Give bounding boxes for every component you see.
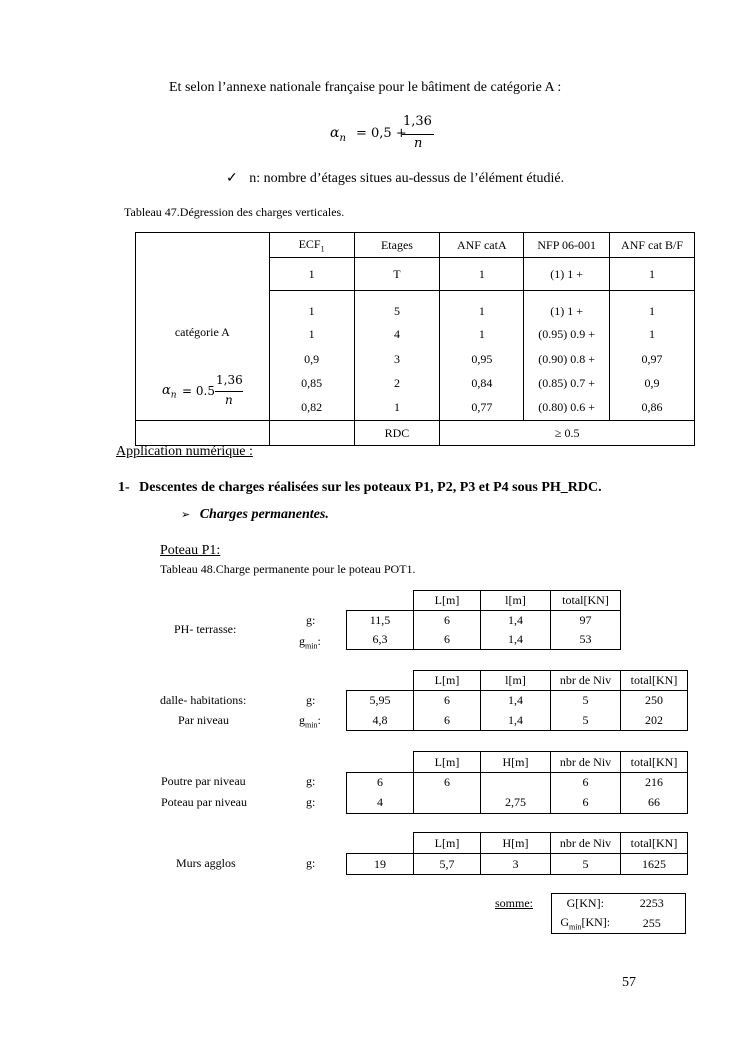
g-total-value: 2253: [619, 894, 686, 914]
table-cell: 0,85: [269, 372, 354, 396]
table-cell: (0.85) 0.7 +: [524, 372, 610, 396]
th-anf-cata: ANF catA: [440, 233, 524, 258]
th-nbr-niv: nbr de Niv: [551, 833, 621, 854]
alpha-symbol: $\alpha_n$: [330, 125, 346, 144]
block2-table: [346, 670, 688, 731]
table-cell: 2,75: [481, 793, 551, 814]
g-total-label: G[KN]:: [552, 894, 619, 914]
table-cell: 5,95: [347, 691, 414, 711]
table-cell: 0,77: [440, 396, 524, 421]
table-cell: 6: [551, 773, 621, 793]
block1-table: [346, 590, 621, 650]
table-cell: 1: [610, 323, 695, 347]
block4-table: [346, 832, 688, 875]
table-cell: 0,82: [269, 396, 354, 421]
category-label: catégorie A: [174, 325, 230, 339]
cat-eq: = 0.5: [182, 384, 215, 398]
gmin-total-value: 255: [619, 914, 686, 934]
table-cell: 1: [269, 258, 354, 291]
table-cell: 5: [551, 854, 621, 875]
th-h: H[m]: [481, 833, 551, 854]
th-nbr-niv: nbr de Niv: [551, 752, 621, 773]
app-num-heading: Application numérique :: [116, 444, 253, 459]
th-l: L[m]: [414, 752, 481, 773]
table-cell: 0,84: [440, 372, 524, 396]
table-cell: 5: [354, 291, 440, 323]
table-cell: 4,8: [347, 711, 414, 731]
table-cell: 0,97: [610, 347, 695, 372]
alpha-num: 1,36: [403, 114, 432, 129]
table-cell: 6: [347, 773, 414, 793]
th-ecf: $ECF_1$: [269, 233, 354, 258]
table-cell: 5: [551, 711, 621, 731]
somme-label: somme:: [495, 896, 533, 910]
alpha-eq: = 0,5 +: [356, 126, 407, 141]
th-l: L[m]: [414, 591, 481, 611]
block3-g2: g:: [306, 795, 316, 809]
table-cell: 1,4: [481, 711, 551, 731]
empty-cell: [347, 833, 414, 854]
section1-number: 1-: [118, 480, 130, 495]
table-cell: 19: [347, 854, 414, 875]
table-cell: 6,3: [347, 630, 414, 650]
th-l: L[m]: [414, 833, 481, 854]
table-cell: 66: [621, 793, 688, 814]
cat-fraction-bar: [215, 391, 243, 392]
table-cell: 216: [621, 773, 688, 793]
th-anf-catbf: ANF cat B/F: [610, 233, 695, 258]
block1-label: PH- terrasse:: [174, 622, 237, 636]
table-cell: 1,4: [481, 691, 551, 711]
table-cell: 1: [440, 323, 524, 347]
table-cell: 0,9: [269, 347, 354, 372]
th-h: H[m]: [481, 752, 551, 773]
th-total: total[KN]: [621, 752, 688, 773]
check-icon: ✓: [226, 171, 238, 186]
subsection-heading: [181, 507, 329, 523]
table-cell: 1,4: [481, 630, 551, 650]
table-cell: 6: [414, 773, 481, 793]
section1-heading: [118, 480, 602, 496]
block3-g1: g:: [306, 774, 316, 788]
table-cell: 1: [440, 258, 524, 291]
intro-text: Et selon l’annexe nationale française pour le bâtiment de catégorie A :: [169, 80, 562, 95]
table-cell: 0,86: [610, 396, 695, 421]
table47-caption: Tableau 47.Dégression des charges verticales.: [124, 205, 345, 219]
th-total: total[KN]: [621, 833, 688, 854]
table-cell: 250: [621, 691, 688, 711]
section1-title: Descentes de charges réalisées sur les poteaux P1, P2, P3 et P4 sous PH_RDC.: [139, 480, 602, 495]
somme-table: [551, 893, 686, 934]
table-cell: [269, 421, 354, 446]
table-cell: 6: [414, 630, 481, 650]
empty-cell: [347, 752, 414, 773]
table-cell: 0,95: [440, 347, 524, 372]
bullet-text: n: nombre d’étages situes au-dessus de l’élément étudié.: [249, 171, 565, 186]
arrow-icon: ➢: [181, 509, 191, 521]
table-cell: 5: [551, 691, 621, 711]
table-cell: 3: [481, 854, 551, 875]
table-cell: (1) 1 +: [524, 258, 610, 291]
page-number: 57: [622, 975, 636, 990]
table48-caption: Tableau 48.Charge permanente pour le poteau POT1.: [160, 562, 416, 576]
table-cell: 6: [414, 691, 481, 711]
table-cell: (0.90) 0.8 +: [524, 347, 610, 372]
table-cell: 1625: [621, 854, 688, 875]
table-cell: 97: [551, 611, 621, 630]
table-cell: 0,9: [610, 372, 695, 396]
table-cell: [414, 793, 481, 814]
table-cell-merged: ≥ 0.5: [440, 421, 695, 446]
table-cell: 3: [354, 347, 440, 372]
th-l: L[m]: [414, 671, 481, 691]
block3-label1: Poutre par niveau: [161, 774, 246, 788]
table-cell: [136, 421, 270, 446]
table-cell: 6: [414, 611, 481, 630]
table-cell: 6: [551, 793, 621, 814]
th-l-small: l[m]: [481, 671, 551, 691]
table-cell: 1: [610, 258, 695, 291]
fraction-bar: [402, 134, 434, 135]
table-cell: (1) 1 +: [524, 291, 610, 323]
alpha-den: n: [414, 136, 423, 151]
table-cell: (0.80) 0.6 +: [524, 396, 610, 421]
table-cell: 4: [354, 323, 440, 347]
bullet-item: [226, 170, 564, 187]
block4-label: Murs agglos: [176, 856, 236, 870]
block1-g: g:: [306, 613, 316, 627]
table-cell: 4: [347, 793, 414, 814]
category-formula: [162, 373, 252, 409]
block2-label2: Par niveau: [178, 713, 229, 727]
block4-g: g:: [306, 856, 316, 870]
table-cell: [481, 773, 551, 793]
poteau-title: Poteau P1:: [160, 543, 221, 558]
block3-table: [346, 751, 688, 814]
category-cell: [136, 233, 270, 421]
table-cell: 202: [621, 711, 688, 731]
th-nfp: NFP 06-001: [524, 233, 610, 258]
block2-gmin: $g_{min}$:: [299, 713, 321, 730]
cat-den: n: [225, 393, 233, 407]
th-l-small: l[m]: [481, 591, 551, 611]
table47: [135, 232, 695, 446]
table-cell: 6: [414, 711, 481, 731]
table-cell: 1: [269, 291, 354, 323]
cat-num: 1,36: [216, 373, 243, 387]
table-cell: 1,4: [481, 611, 551, 630]
empty-cell: [347, 591, 414, 611]
table-cell: 2: [354, 372, 440, 396]
table-cell: 1: [269, 323, 354, 347]
empty-cell: [347, 671, 414, 691]
table-cell: 5,7: [414, 854, 481, 875]
block2-g: g:: [306, 693, 316, 707]
block3-label2: Poteau par niveau: [161, 795, 247, 809]
table-cell: 11,5: [347, 611, 414, 630]
gmin-total-label: $G_{min}[KN]$:: [552, 914, 619, 934]
th-etages: Etages: [354, 233, 440, 258]
table-cell: T: [354, 258, 440, 291]
table-cell: 53: [551, 630, 621, 650]
th-total: total[KN]: [621, 671, 688, 691]
table-cell: 1: [440, 291, 524, 323]
alpha-formula: [330, 114, 440, 156]
block1-gmin: $g_{min}$:: [299, 634, 321, 651]
block2-label1: dalle- habitations:: [160, 693, 247, 707]
table-cell: 1: [610, 291, 695, 323]
table-cell: (0.95) 0.9 +: [524, 323, 610, 347]
table-cell: 1: [354, 396, 440, 421]
th-total: total[KN]: [551, 591, 621, 611]
cat-alpha: $\alpha_n$: [162, 383, 177, 401]
subsection-title: Charges permanentes.: [199, 507, 329, 522]
table-cell-rdc: RDC: [354, 421, 440, 446]
th-nbr-niv: nbr de Niv: [551, 671, 621, 691]
